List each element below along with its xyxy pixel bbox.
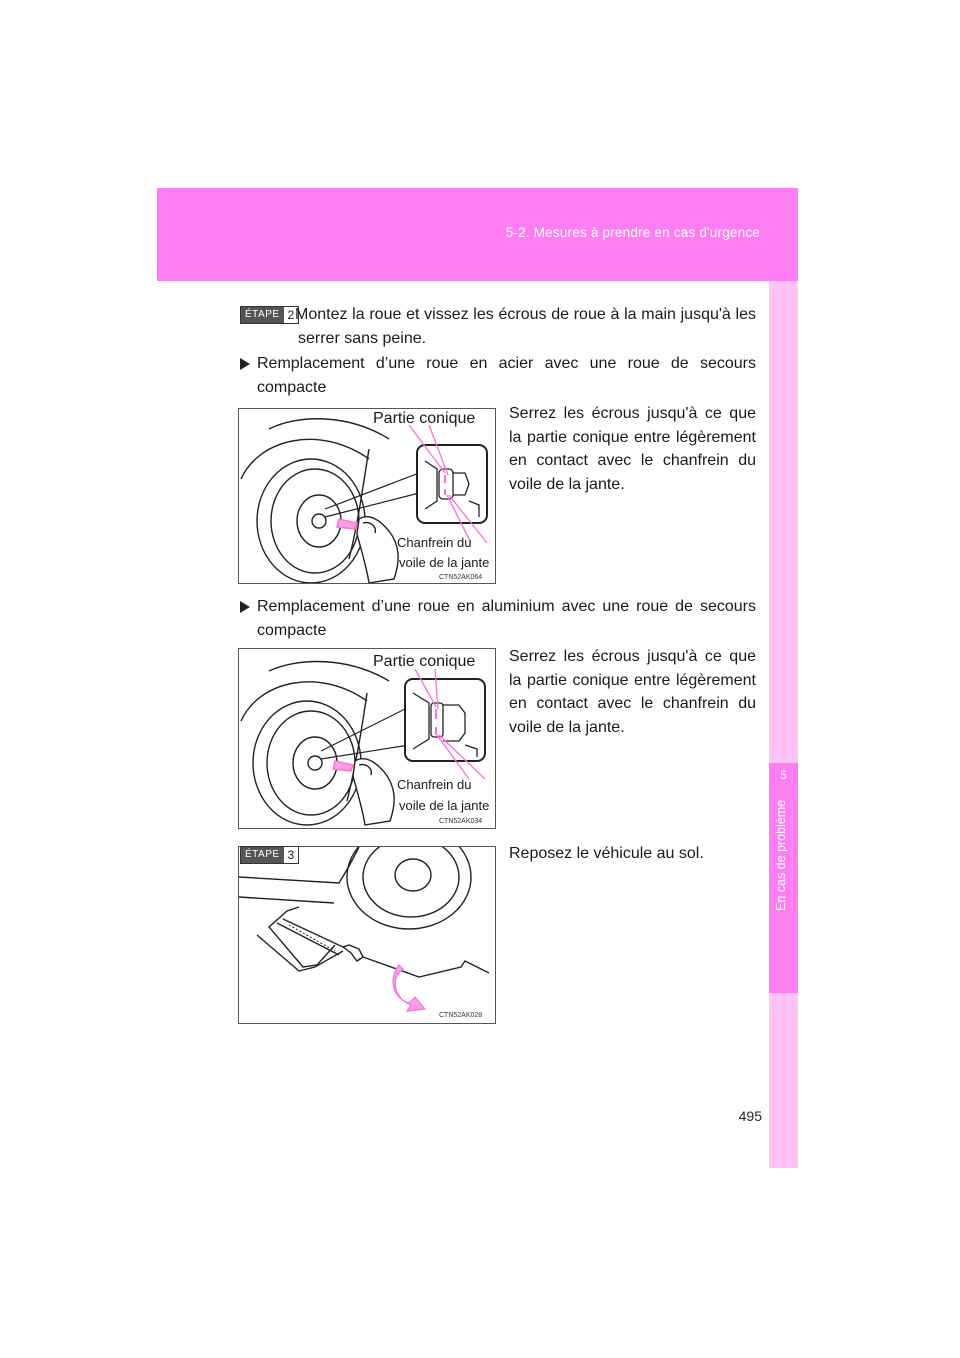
- step-2-text: Montez la roue et vissez les écrous de roue à la main jusqu'à les serrer sans peine.: [295, 306, 756, 347]
- figure-steel-wheel: [238, 408, 496, 584]
- figure-1-code: CTN52AK064: [439, 574, 483, 581]
- figure-2-label-bottom-1: Chanfrein du: [397, 777, 472, 792]
- bullet-arrow-icon: [240, 358, 250, 370]
- chapter-title: En cas de problème: [774, 800, 788, 912]
- chapter-number: 5: [780, 768, 787, 782]
- aluminium-wheel-illustration: [239, 649, 495, 828]
- figure-1-label-bottom-1: Chanfrein du: [397, 535, 472, 550]
- figure-2-label-top: Partie conique: [373, 653, 476, 670]
- figure-lower-vehicle: [238, 846, 496, 1024]
- case-2-text: Serrez les écrous jusqu'à ce que la partie conique entre légèrement en contact avec le chanfrein du voile de la jante.: [509, 648, 756, 736]
- chapter-tab-background: [769, 281, 798, 1168]
- figure-2-label-bottom-2: voile de la jante: [399, 798, 490, 813]
- figure-1-label-top: Partie conique: [373, 410, 476, 427]
- step-3-badge: ÉTAPE 3: [240, 846, 299, 864]
- jack-lowering-illustration: [239, 847, 495, 1023]
- figure-3-code: CTN52AK028: [439, 1012, 483, 1019]
- bullet-arrow-icon: [240, 601, 250, 613]
- steel-wheel-illustration: [239, 409, 495, 583]
- section-header: [157, 188, 798, 281]
- figure-2-code: CTN52AK034: [439, 818, 483, 825]
- step-3-text: Reposez le véhicule au sol.: [509, 845, 704, 862]
- page-number: 495: [738, 1108, 762, 1124]
- section-title: 5-2. Mesures à prendre en cas d'urgence: [505, 225, 760, 240]
- figure-1-label-bottom-2: voile de la jante: [399, 555, 490, 570]
- figure-aluminium-wheel: [238, 648, 496, 829]
- case-1-text: Serrez les écrous jusqu'à ce que la partie conique entre légèrement en contact avec le chanfrein du voile de la jante.: [509, 405, 756, 493]
- step-2-badge: ÉTAPE 2: [240, 306, 299, 324]
